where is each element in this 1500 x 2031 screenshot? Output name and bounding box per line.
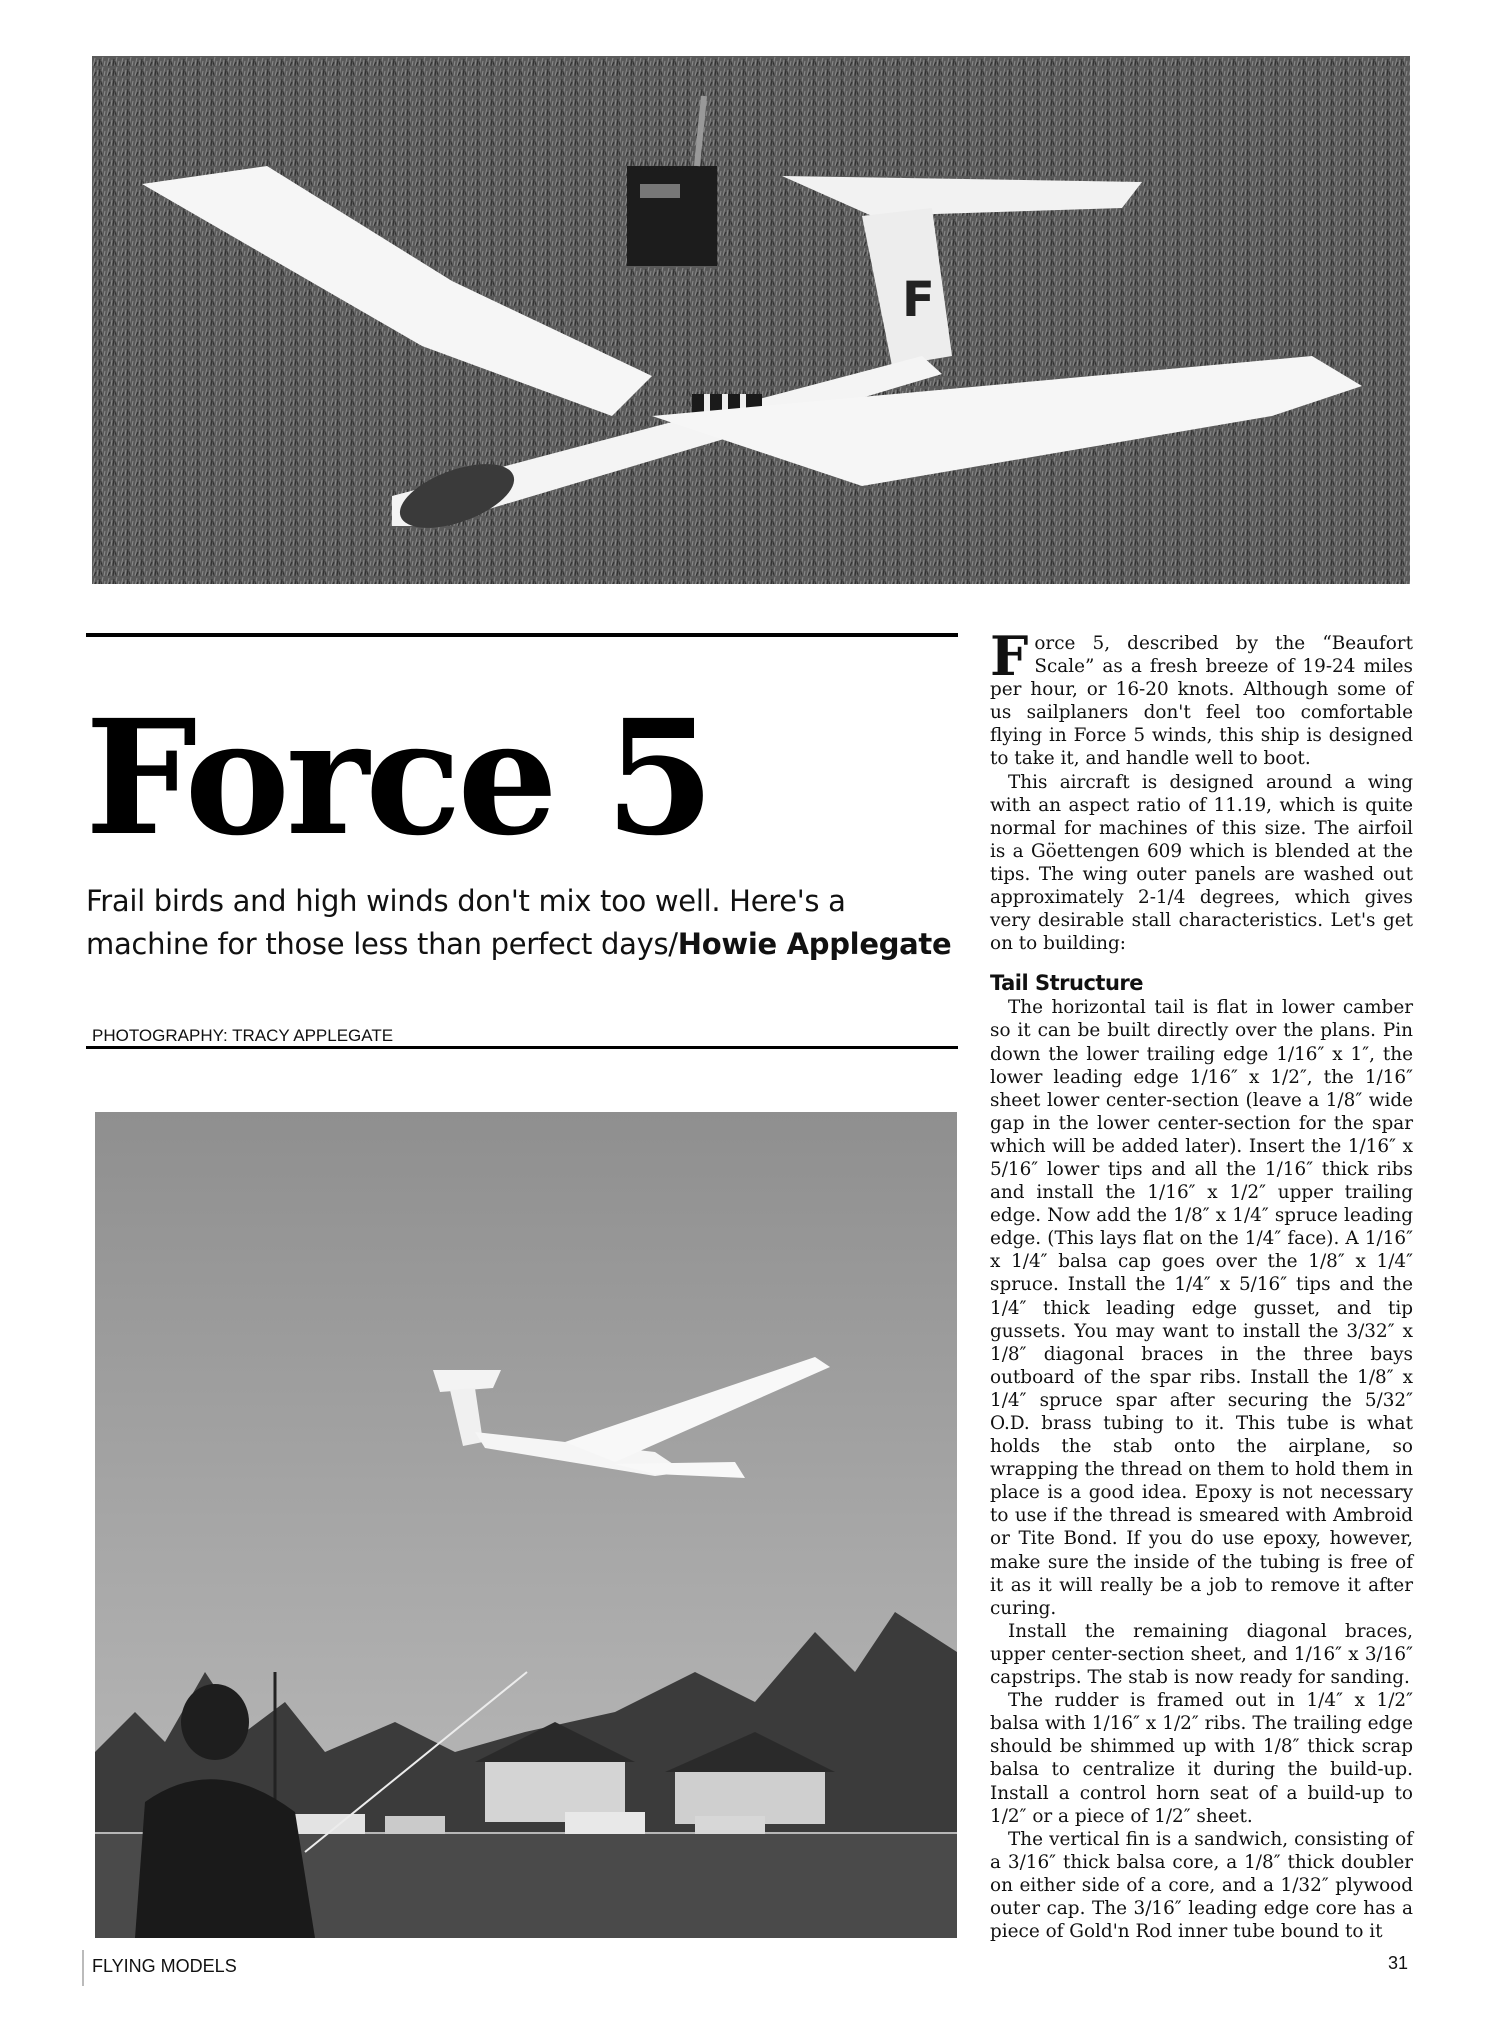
footer-bar xyxy=(82,1950,84,1986)
intro-paragraph xyxy=(990,624,1413,771)
top-rule xyxy=(86,633,958,637)
body-paragraph: The rudder is framed out in 1/4″ x 1/2″ balsa with 1/16″ x 1/2″ ribs. The trailing edge should be shimmed up with 1/8″ thick scrap balsa to centralize it during the build-up. Install a control horn seat of a build-up to 1/2″ or a piece of 1/2″ sheet. xyxy=(990,1690,1413,1827)
author-byline: Howie Applegate xyxy=(677,927,952,961)
body-paragraph: This aircraft is designed around a wing with an aspect ratio of 11.19, which is quite normal for machines of this size. The airfoil is a Göettengen 609 which is blended at the tips. The wing outer panels are washed out approximately 2-1/4 degrees, which gives very desirable stall characteristics. Let's get on to building: xyxy=(990,771,1413,955)
svg-text:F: F xyxy=(902,272,935,328)
sailplane-on-grass-photo xyxy=(92,56,1410,584)
article-body xyxy=(990,624,1413,1943)
page-number: 31 xyxy=(1388,1953,1409,1973)
body-paragraph: The horizontal tail is flat in lower camber so it can be built directly over the plans. Pin down the lower trailing edge 1/16″ x 1″, the lower leading edge 1/16″ x 1/2″, the 1/16″ sheet lower center-section (leave a 1/8″ wide gap in the lower center-section for the spar which will be added later). Insert the 1/16″ x 5/16″ lower tips and all the 1/16″ thick ribs and install the 1/16″ x 1/2″ upper trailing edge. Now add the 1/8″ x 1/4″ spruce leading edge. (This lays flat on the 1/4″ face). A 1/16″ x 1/4″ balsa cap goes over the 1/8″ x 1/4″ spruce. Install the 1/4″ x 5/16″ tips and the 1/4″ thick leading edge gusset, and tip gussets. You may want to install the 3/32″ x 1/8″ diagonal braces in the three bays outboard of the spar ribs. Install the 1/8″ x 1/4″ spruce spar after securing the 5/32″ O.D. brass tubing to it. This tube is what holds the stab onto the airplane, so wrapping the thread on them to hold them in place is a good idea. Epoxy is not necessary to use if the thread is smeared with Ambroid or Tite Bond. If you do use epoxy, however, make sure the inside of the tubing is free of it as it will really be a job to remove it after curing. xyxy=(990,997,1413,1619)
article-deck xyxy=(86,880,966,966)
sailplane-in-flight-photo xyxy=(95,1112,957,1938)
deck-text: Frail birds and high winds don't mix too well. Here's a machine for those less than perfect days/ xyxy=(86,884,846,961)
body-paragraph: The vertical fin is a sandwich, consisting of a 3/16″ thick balsa core, a 1/8″ thick doubler on either side of a core, and a 1/32″ plywood outer cap. The 3/16″ leading edge core has a piece of Gold'n Rod inner tube bound to it xyxy=(990,1828,1413,1943)
section-heading: Tail Structure xyxy=(990,971,1144,996)
magazine-name: FLYING MODELS xyxy=(92,1956,237,1976)
article-title: Force 5 xyxy=(85,686,711,871)
body-paragraph: Install the remaining diagonal braces, upper center-section sheet, and 1/16″ x 3/16″ capstrips. The stab is now ready for sanding. xyxy=(990,1620,1413,1689)
intro-text: orce 5, described by the “Beaufort Scale” as a fresh breeze of 19-24 miles per hour, or 16-20 knots. Although some of us sailplaners don't feel too comfortable flying in Force 5 winds, this ship is designed to take it, and handle well to boot. xyxy=(990,633,1413,770)
drop-cap: F xyxy=(990,624,1029,688)
middle-rule xyxy=(86,1046,958,1049)
photo-credit: PHOTOGRAPHY: TRACY APPLEGATE xyxy=(92,1026,394,1045)
